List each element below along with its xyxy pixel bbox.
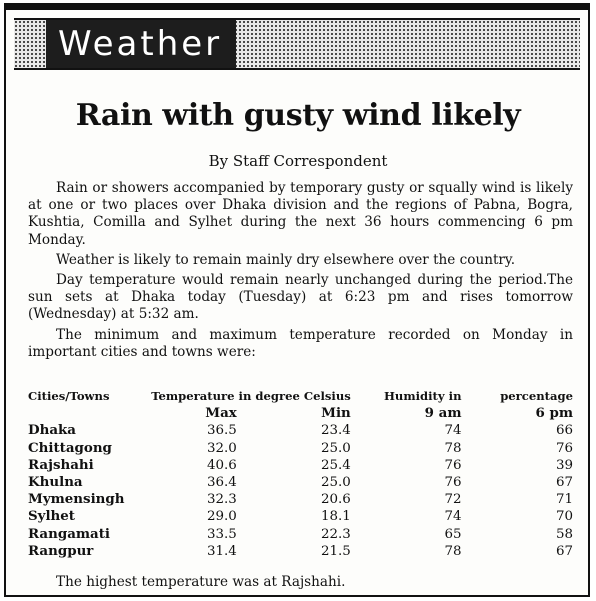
city-cell: Rajshahi [28, 456, 94, 473]
humidity-pm-cell: 67 [555, 475, 573, 491]
humidity-am-cell: 76 [444, 457, 462, 473]
max-cell: 33.5 [206, 526, 237, 542]
table-row [28, 543, 573, 560]
city-cell: Mymensingh [28, 491, 125, 508]
max-cell: 36.4 [206, 475, 237, 491]
max-cell: 32.0 [206, 440, 237, 456]
min-cell: 20.6 [320, 492, 351, 508]
paragraph: Rain or showers accompanied by temporary gusty or squally wind is likely at one or two places over Dhaka division and the regions of Pabna, Bogra, Kushtia, Comilla and Sylhet during the next 36 hours commencing 6 pm Monday. [28, 180, 573, 248]
subheader-6pm: 6 pm [535, 405, 573, 422]
table-row [28, 440, 573, 457]
city-cell: Chittagong [28, 439, 112, 456]
min-cell: 18.1 [320, 509, 351, 525]
table-row [28, 491, 573, 508]
section-banner [14, 18, 580, 70]
max-cell: 32.3 [206, 492, 237, 508]
table-row [28, 508, 573, 525]
humidity-am-cell: 78 [444, 543, 462, 559]
headline: Rain with gusty wind likely [75, 98, 521, 133]
humidity-pm-cell: 58 [555, 526, 573, 542]
table-row [28, 457, 573, 474]
max-cell: 31.4 [206, 543, 237, 559]
city-cell: Dhaka [28, 422, 76, 439]
min-cell: 25.4 [320, 457, 351, 473]
min-cell: 21.5 [320, 543, 351, 559]
section-title: Weather [46, 20, 236, 68]
header-humidity: Humidity in [383, 389, 462, 403]
paragraph: Day temperature would remain nearly unchanged during the period.The sun sets at Dhaka today (Tuesday) at 6:23 pm and rises tomorrow (Wednesday) at 5:32 am. [28, 272, 573, 323]
humidity-am-cell: 65 [444, 526, 462, 542]
city-cell: Rangpur [28, 542, 94, 559]
byline: By Staff Correspondent [208, 152, 388, 170]
subheader-min: Min [321, 405, 351, 422]
max-cell: 29.0 [206, 509, 237, 525]
paragraph: The minimum and maximum temperature recorded on Monday in important cities and towns were: [28, 326, 573, 360]
humidity-pm-cell: 66 [555, 423, 573, 439]
min-cell: 23.4 [320, 423, 351, 439]
header-temperature: Temperature in degree Celsius [151, 389, 351, 403]
temperature-table [28, 388, 573, 560]
table-row [28, 474, 573, 491]
min-cell: 25.0 [320, 440, 351, 456]
max-cell: 36.5 [206, 423, 237, 439]
humidity-pm-cell: 71 [555, 492, 573, 508]
table-row [28, 422, 573, 439]
humidity-pm-cell: 76 [555, 440, 573, 456]
humidity-am-cell: 74 [444, 509, 462, 525]
table-header-row [28, 388, 573, 405]
table-subheader-row [28, 405, 573, 422]
subheader-9am: 9 am [424, 405, 462, 422]
table-row [28, 526, 573, 543]
article-body [28, 180, 573, 364]
min-cell: 22.3 [320, 526, 351, 542]
humidity-am-cell: 78 [444, 440, 462, 456]
city-cell: Rangamati [28, 525, 111, 542]
max-cell: 40.6 [206, 457, 237, 473]
closing-line: The highest temperature was at Rajshahi. [56, 574, 346, 590]
humidity-pm-cell: 39 [555, 457, 573, 473]
humidity-am-cell: 74 [444, 423, 462, 439]
header-cities: Cities/Towns [28, 389, 110, 403]
subheader-max: Max [205, 405, 237, 422]
min-cell: 25.0 [320, 475, 351, 491]
city-cell: Khulna [28, 474, 83, 491]
humidity-pm-cell: 67 [555, 543, 573, 559]
humidity-pm-cell: 70 [555, 509, 573, 525]
header-percentage: percentage [500, 389, 573, 403]
top-rule [6, 5, 588, 10]
humidity-am-cell: 72 [444, 492, 462, 508]
humidity-am-cell: 76 [444, 475, 462, 491]
paragraph: Weather is likely to remain mainly dry elsewhere over the country. [56, 251, 516, 268]
city-cell: Sylhet [28, 508, 75, 525]
